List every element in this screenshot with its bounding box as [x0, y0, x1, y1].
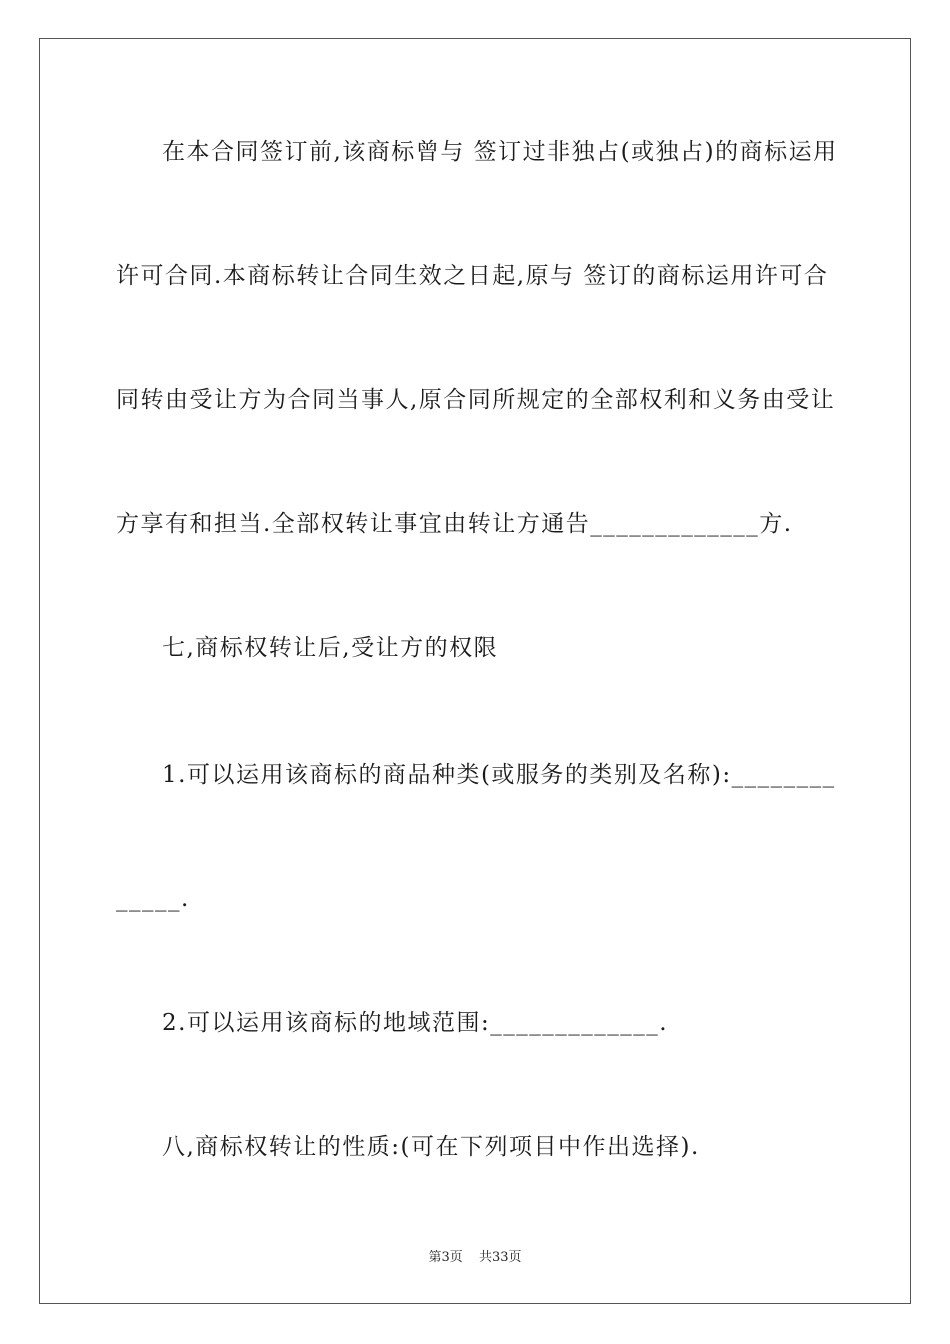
list-item-1: 1.可以运用该商标的商品种类(或服务的类别及名称):________ [162, 762, 836, 788]
section-heading-8: 八,商标权转让的性质:(可在下列项目中作出选择). [162, 1134, 700, 1160]
total-pages: 共33页 [478, 1250, 522, 1265]
paragraph-line: 同转由受让方为合同当事人,原合同所规定的全部权利和义务由受让 [116, 387, 836, 413]
page-footer [0, 1246, 950, 1265]
list-item-1-continued: _____. [116, 886, 190, 912]
paragraph-line: 许可合同.本商标转让合同生效之日起,原与 签订的商标运用许可合 [116, 263, 829, 289]
section-heading-7: 七,商标权转让后,受让方的权限 [162, 635, 499, 661]
paragraph-line: 在本合同签订前,该商标曾与 签订过非独占(或独占)的商标运用 [162, 139, 838, 165]
paragraph-line: 方享有和担当.全部权转让事宜由转让方通告_____________方. [116, 511, 793, 537]
page-border [39, 38, 911, 1304]
list-item-2: 2.可以运用该商标的地域范围:_____________. [162, 1010, 669, 1036]
page-number: 第3页 [428, 1250, 463, 1265]
